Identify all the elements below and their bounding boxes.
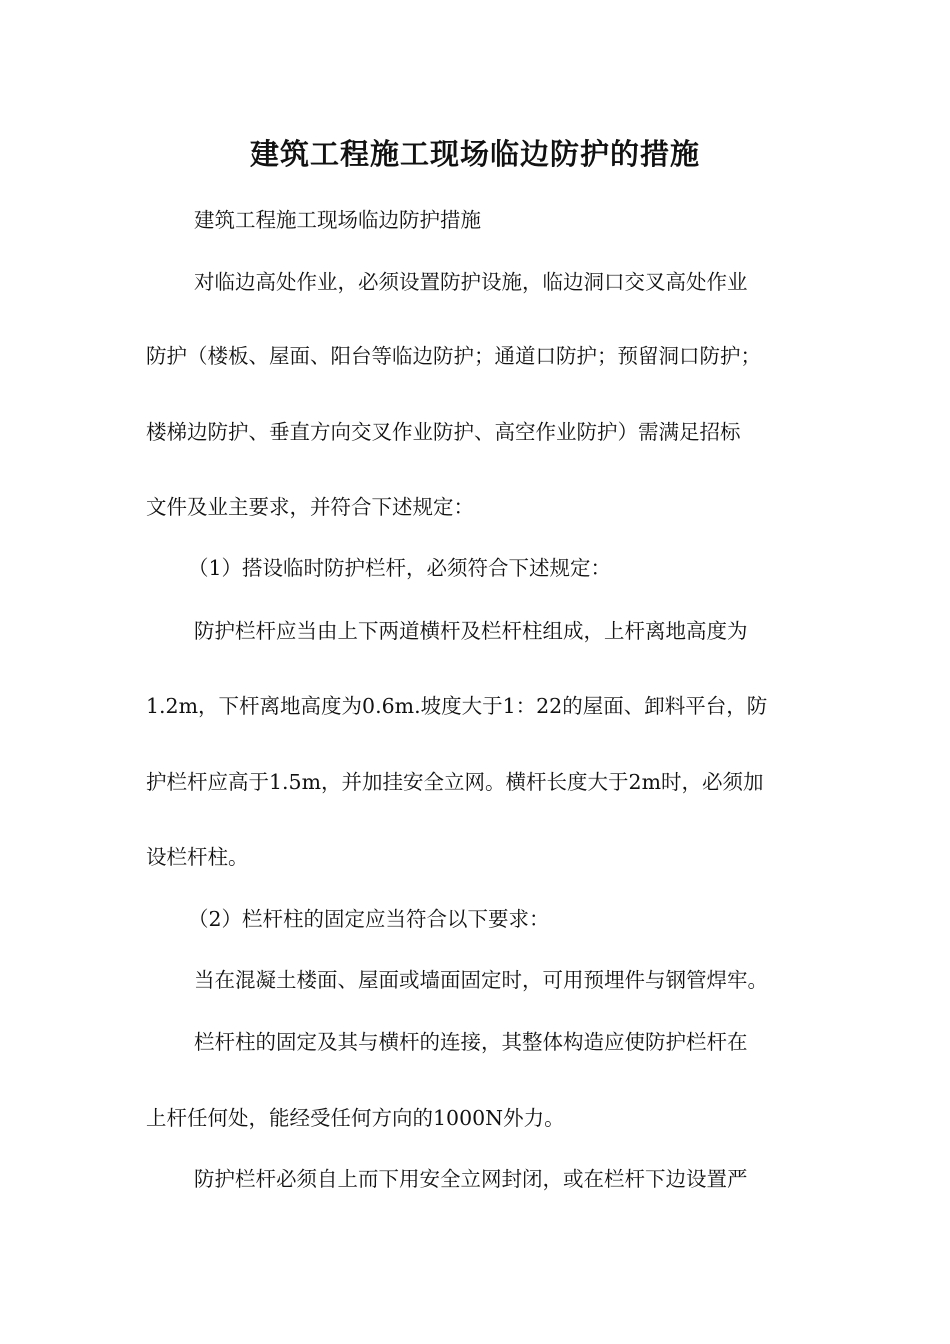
paragraph-line: 文件及业主要求，并符合下述规定： [146, 495, 474, 519]
paragraph-line: 1.2m，下杆离地高度为0.6m.坡度大于1：22的屋面、卸料平台，防 [146, 694, 768, 718]
paragraph-line: 设栏杆柱。 [146, 845, 249, 869]
paragraph-line: 对临边高处作业，必须设置防护设施，临边洞口交叉高处作业 [194, 270, 748, 294]
paragraph-line-subtitle: 建筑工程施工现场临边防护措施 [194, 208, 481, 232]
paragraph-line: 护栏杆应高于1.5m，并加挂安全立网。横杆长度大于2m时，必须加 [146, 770, 764, 794]
paragraph-line: 防护栏杆必须自上而下用安全立网封闭，或在栏杆下边设置严 [194, 1167, 748, 1191]
paragraph-line-item-1: （1）搭设临时防护栏杆，必须符合下述规定： [188, 556, 612, 580]
paragraph-line: 当在混凝土楼面、屋面或墙面固定时，可用预埋件与钢管焊牢。 [194, 968, 768, 992]
paragraph-line: 上杆任何处，能经受任何方向的1000N外力。 [146, 1106, 565, 1130]
paragraph-line: 防护栏杆应当由上下两道横杆及栏杆柱组成，上杆离地高度为 [194, 619, 748, 643]
paragraph-line-item-2: （2）栏杆柱的固定应当符合以下要求： [188, 907, 550, 931]
paragraph-line: 栏杆柱的固定及其与横杆的连接，其整体构造应使防护栏杆在 [194, 1030, 748, 1054]
document-title: 建筑工程施工现场临边防护的措施 [249, 137, 700, 171]
paragraph-line: 楼梯边防护、垂直方向交叉作业防护、高空作业防护）需满足招标 [146, 420, 741, 444]
paragraph-line: 防护（楼板、屋面、阳台等临边防护；通道口防护；预留洞口防护； [146, 344, 761, 368]
